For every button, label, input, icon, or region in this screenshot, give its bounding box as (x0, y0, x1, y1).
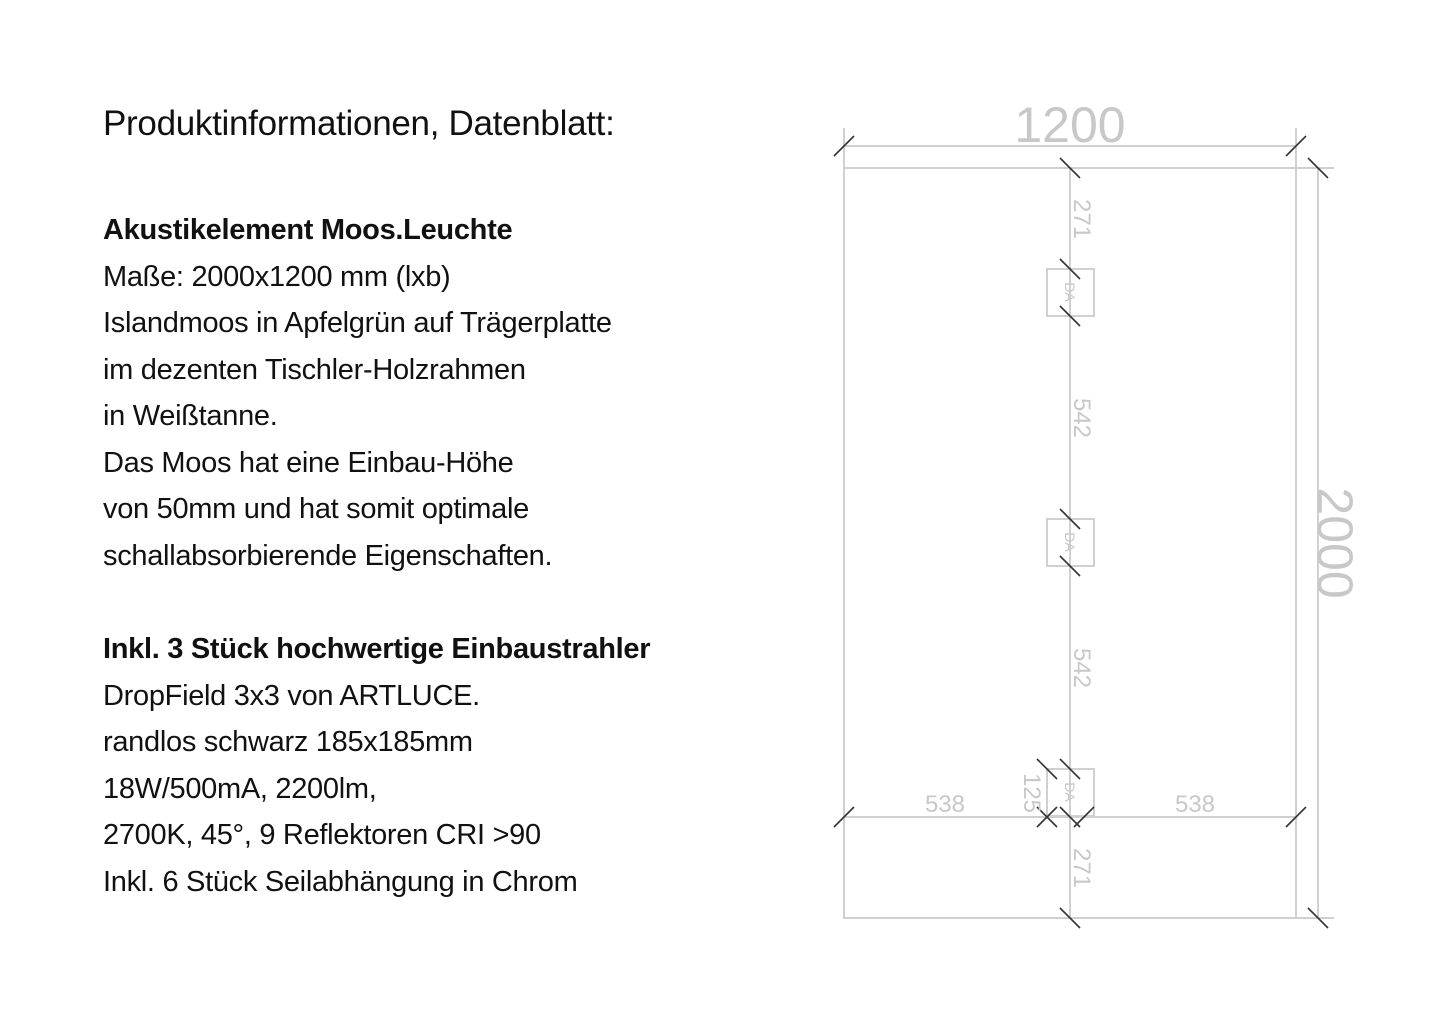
height-label: 2000 (1307, 487, 1363, 599)
product-line: Das Moos hat eine Einbau-Höhe (103, 446, 514, 479)
product-heading: Akustikelement Moos.Leuchte (103, 214, 513, 246)
product-line: in Weißtanne. (103, 400, 278, 432)
top-offset-label: 271 (1068, 198, 1095, 240)
product-line: Islandmoos in Apfelgrün auf Trägerplatte (103, 307, 612, 339)
page-title: Produktinformationen, Datenblatt: (103, 104, 615, 143)
lights-line: 18W/500mA, 2200lm, (103, 772, 377, 805)
spacing-2-label: 542 (1068, 647, 1095, 689)
product-line: Maße: 2000x1200 mm (lxb) (103, 260, 451, 293)
light-marker-2: DA (1062, 532, 1078, 552)
bottom-offset-label: 271 (1068, 847, 1095, 889)
lights-line: 2700K, 45°, 9 Reflektoren CRI >90 (103, 819, 541, 851)
lights-line: Inkl. 6 Stück Seilabhängung in Chrom (103, 865, 578, 898)
dimension-ticks (834, 136, 1328, 928)
lights-line: DropField 3x3 von ARTLUCE. (103, 679, 480, 712)
product-line: von 50mm und hat somit optimale (103, 493, 529, 525)
light-marker-3: DA (1062, 782, 1078, 802)
product-line: im dezenten Tischler-Holzrahmen (103, 353, 526, 386)
drawing-lines (844, 128, 1334, 918)
light-size-label: 125 (1018, 772, 1045, 814)
left-offset-label: 538 (924, 791, 966, 818)
lights-line: randlos schwarz 185x185mm (103, 726, 473, 758)
spacing-1-label: 542 (1068, 397, 1095, 439)
width-label: 1200 (1014, 97, 1126, 153)
right-offset-label: 538 (1174, 791, 1216, 818)
product-line: schallabsorbierende Eigenschaften. (103, 539, 553, 572)
lights-heading: Inkl. 3 Stück hochwertige Einbaustrahler (103, 633, 651, 665)
light-marker-1: DA (1062, 282, 1078, 302)
